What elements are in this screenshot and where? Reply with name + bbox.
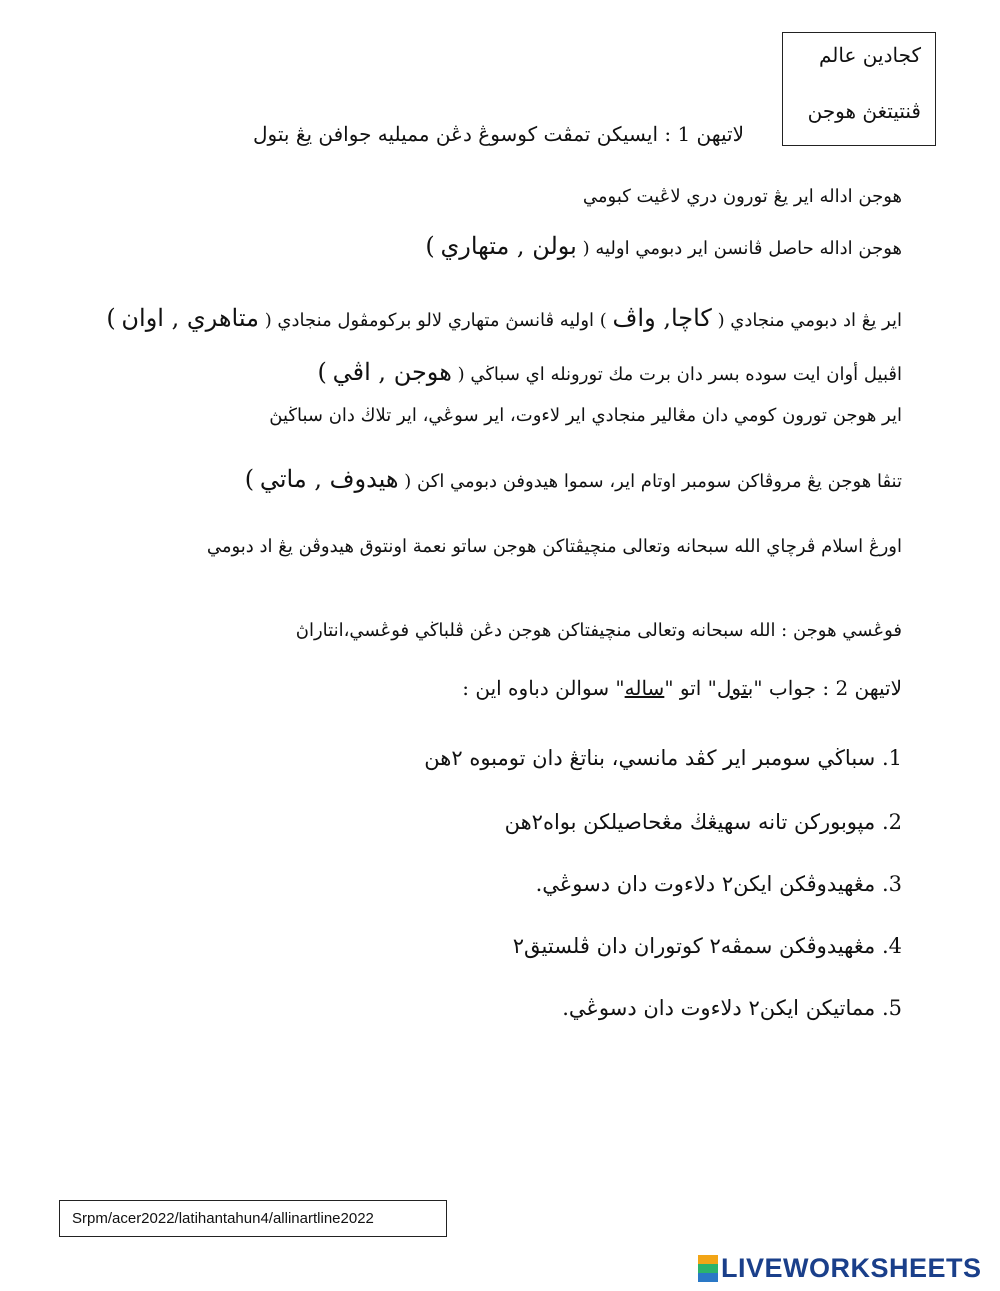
subject-label: كجادين عالم xyxy=(818,43,921,67)
question-text: مماتيكن ايكن٢ دلاءوت دان دسوڠي. xyxy=(562,996,876,1020)
question-text: مڽوبوركن تانه سهيڠڬ مڠحاصيلكن بواه٢هن xyxy=(504,810,876,834)
brand-text: LIVEWORKSHEETS xyxy=(721,1252,982,1283)
exercise2-title-suffix: " سوالن دباوه اين : xyxy=(462,676,625,700)
question-text: مڠهيدوڤكن ايكن٢ دلاءوت دان دسوڠي. xyxy=(535,872,876,896)
question-number: 3. xyxy=(881,872,902,896)
paragraph-line-6: تنڤا هوجن يڠ مروڤاكن سومبر اوتام اير، سموا هيدوفن دبومي اكن ( هيدوف , ماتي ) xyxy=(244,465,902,493)
paragraph-line-5: اير هوجن تورون كومي دان مڠالير منجادي اير لاءوت، اير سوڠي، اير تلاڬ دان سباڬيڽ xyxy=(269,405,902,426)
line3-text: اير يڠ اد دبومي منجادي ( xyxy=(717,310,902,331)
paragraph-line-4: اڤبيل أوان ايت سوده بسر دان برت مك تورونله اي سباڬي ( هوجن , اڤي ) xyxy=(317,358,902,386)
paragraph-line-1: هوجن اداله اير يڠ تورون دري لاڠيت كبومي xyxy=(582,186,902,207)
exercise2-title-mid: " اتو " xyxy=(664,676,717,700)
paragraph-line-7: اورڠ اسلام ڤرچاي الله سبحانه وتعالى منچيڤتاكن هوجن ساتو نعمة اونتوق هيدوڤن يڠ اد دبومي xyxy=(206,536,902,557)
line4-text: اڤبيل أوان ايت سوده بسر دان برت مك تورونله اي سباڬي ( xyxy=(457,364,902,385)
line6-text: تنڤا هوجن يڠ مروڤاكن سومبر اوتام اير، سموا هيدوفن دبومي اكن ( xyxy=(404,471,902,492)
line2-text: هوجن اداله حاصل ڤانسن اير دبومي اوليه ( xyxy=(582,238,902,259)
question-number: 4. xyxy=(881,934,902,958)
exercise1-title: لاتيهن 1 : ايسيكن تمڤت كوسوڠ دڠن مميليه جوافن يڠ بتول xyxy=(253,122,744,146)
false-word: ساله xyxy=(624,676,665,700)
rain-function-note: فوڠسي هوجن : الله سبحانه وتعالى منچيفتاكن هوجن دڠن ڤلباڬي فوڠسي،انتاراڽ xyxy=(295,620,902,641)
question-number: 1. xyxy=(881,746,902,770)
question-number: 5. xyxy=(881,996,902,1020)
true-word: بتول xyxy=(716,676,754,700)
line6-options: هيدوف , ماتي xyxy=(259,465,399,493)
subject-box xyxy=(782,32,936,146)
liveworksheets-logo xyxy=(698,1253,982,1283)
topic-label: ڤنتيتغڽ هوجن xyxy=(807,99,921,123)
question-text: سباڬي سومبر اير كڤد مانسي، بناتڠ دان تومبوه ٢هن xyxy=(424,746,876,770)
exercise2-title xyxy=(462,676,902,700)
line3-options-1: كاچا, واڤ xyxy=(612,304,712,332)
paragraph-line-3: اير يڠ اد دبومي منجادي ( كاچا, واڤ ) اوليه ڤانسڽ متهاري لالو بركومڤول منجادي ( متاهري , اوان ) xyxy=(106,304,902,332)
question-item xyxy=(505,810,902,834)
question-number: 2. xyxy=(881,810,902,834)
credit-box: Srpm/acer2022/latihantahun4/allinartline2022 xyxy=(59,1200,447,1237)
line3-options-2: متاهري , اوان xyxy=(121,304,259,332)
question-item xyxy=(513,934,902,958)
liveworksheets-logo-icon xyxy=(698,1255,718,1282)
line3-mid: ) اوليه ڤانسڽ متهاري لالو بركومڤول منجادي ( xyxy=(264,310,607,331)
line4-options: هوجن , اڤي xyxy=(332,358,452,386)
question-item xyxy=(562,996,902,1020)
paragraph-line-2: هوجن اداله حاصل ڤانسن اير دبومي اوليه ( بولن , متهاري ) xyxy=(425,232,902,260)
line2-options: بولن , متهاري xyxy=(440,232,577,260)
exercise2-title-prefix: لاتيهن 2 : جواب " xyxy=(753,676,902,700)
question-text: مڠهيدوڤكن سمڤه٢ كوتوران دان ڤلستيق٢ xyxy=(512,934,876,958)
question-item xyxy=(536,872,902,896)
question-item xyxy=(424,746,902,770)
